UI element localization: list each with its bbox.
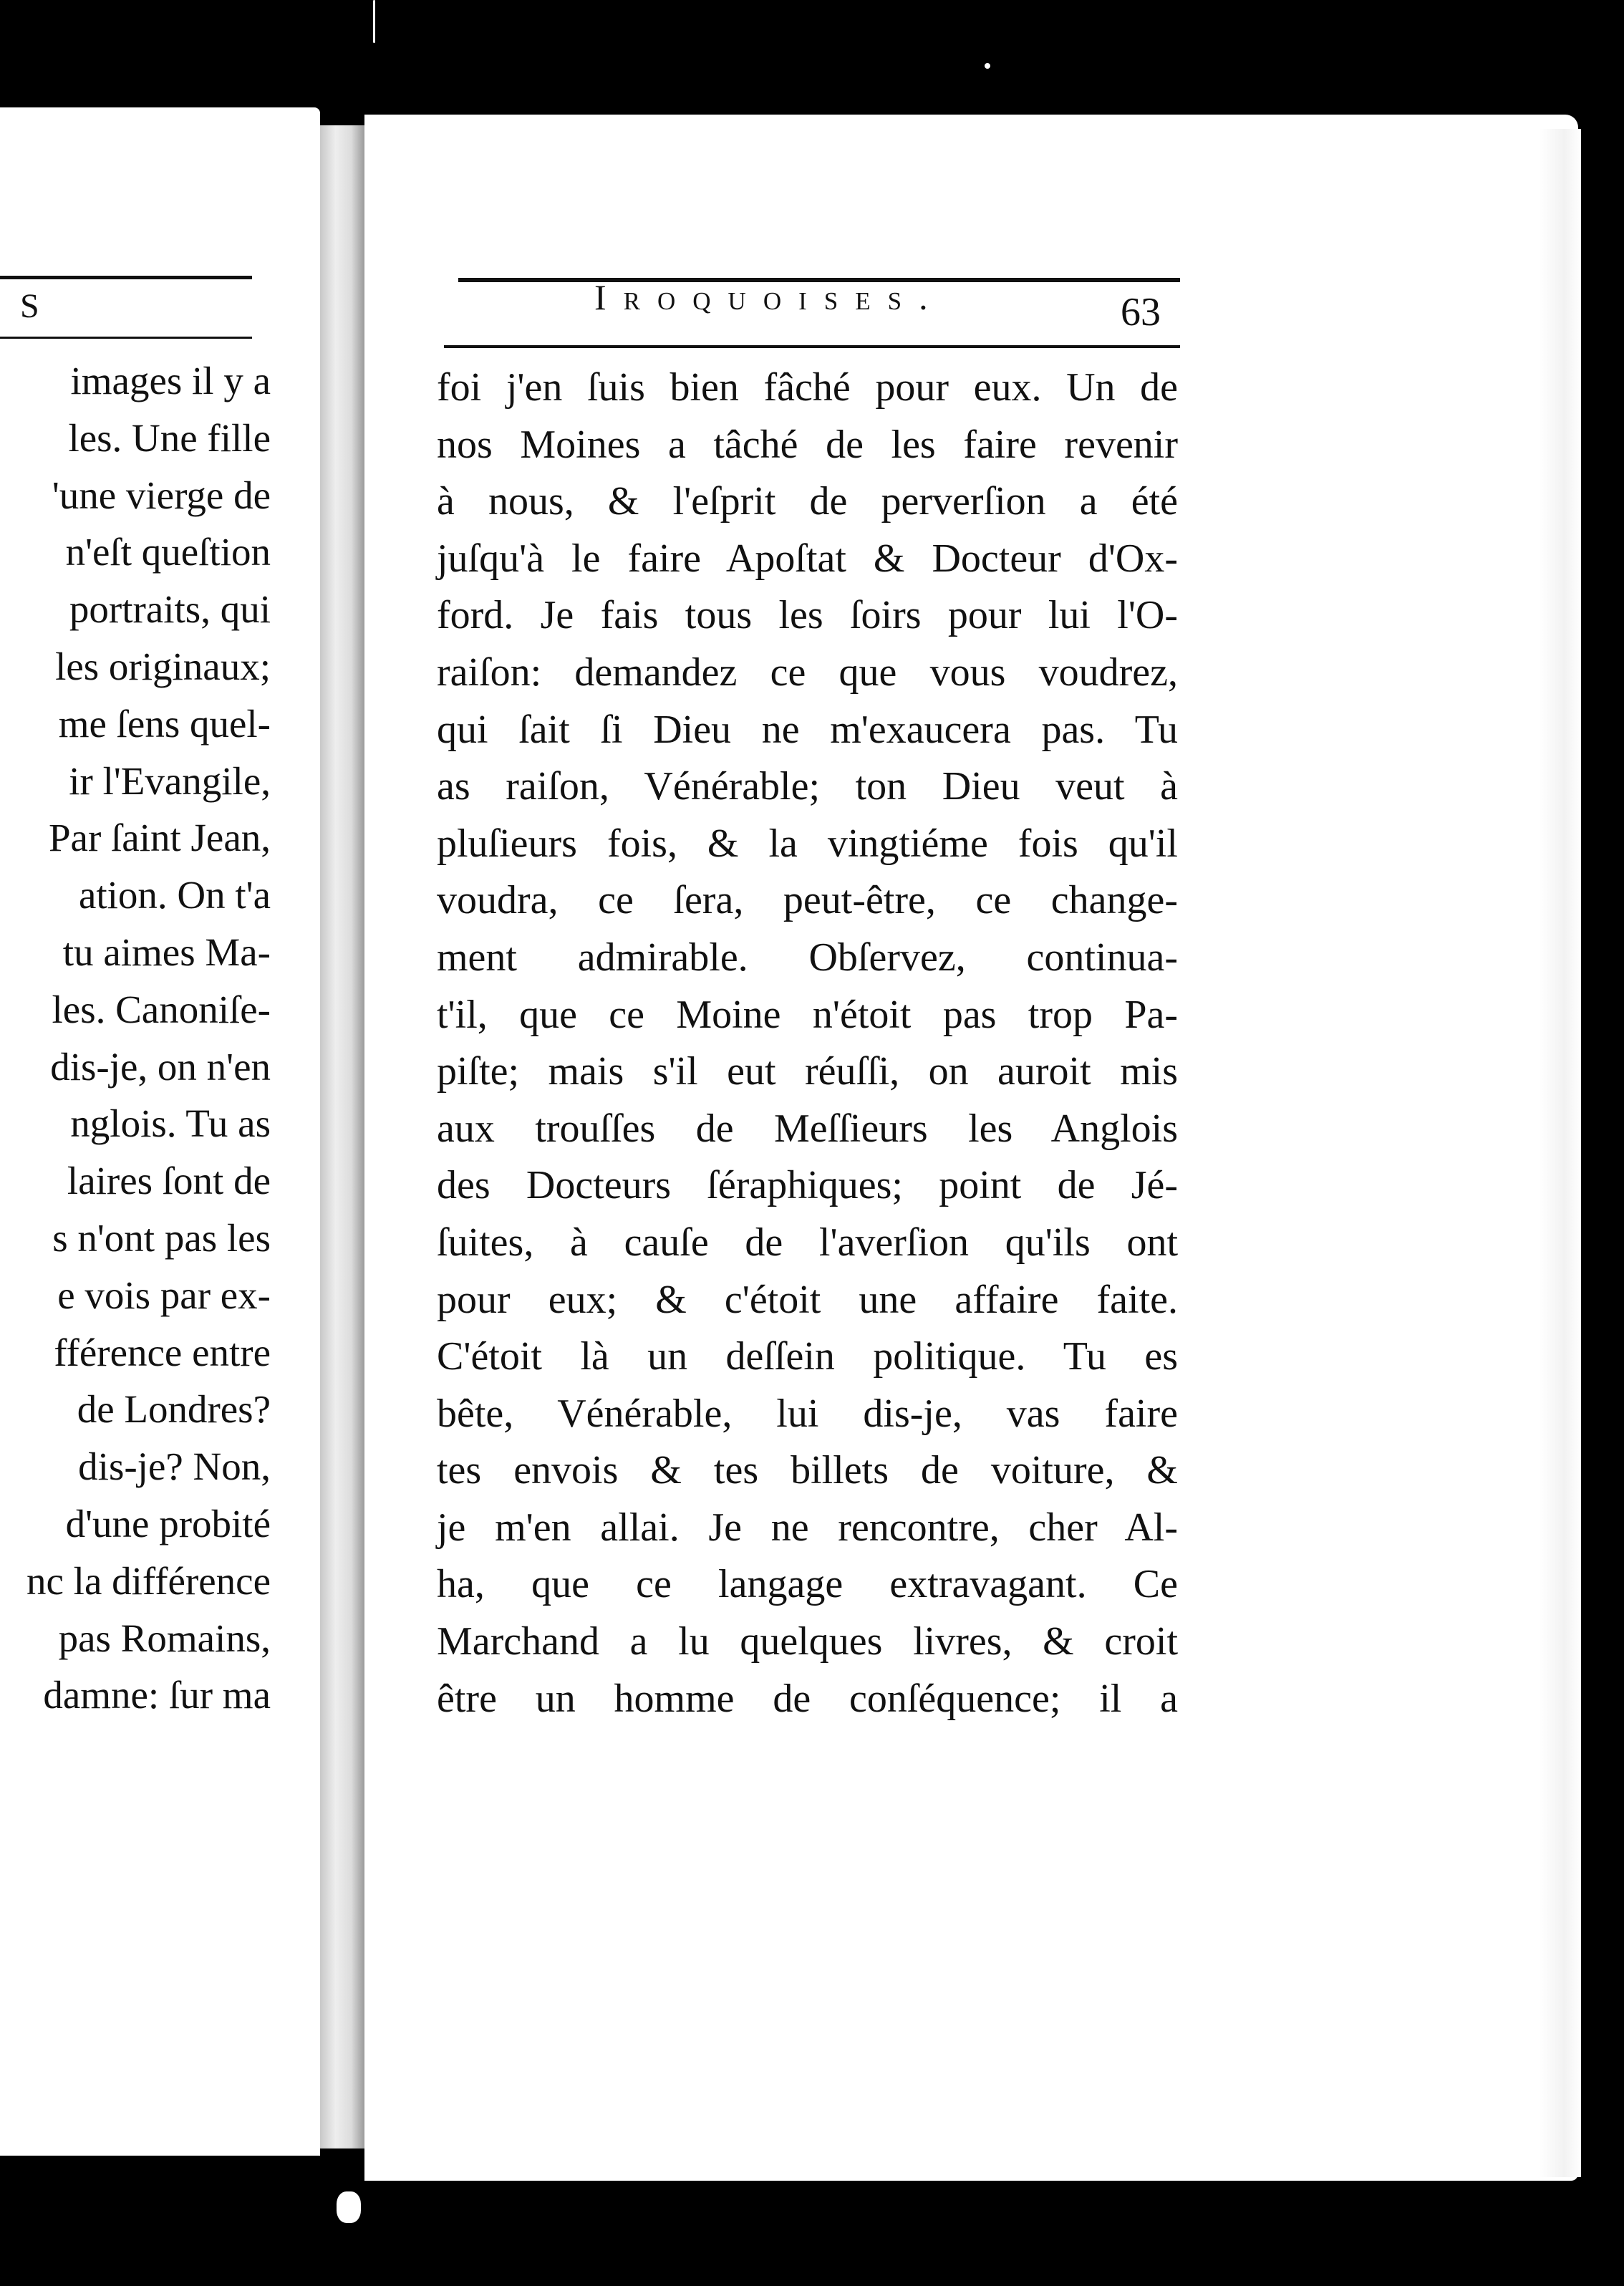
text-line: ha, que ce langage extravagant. Ce <box>437 1562 1178 1607</box>
text-line: je m'en allai. Je ne rencontre, cher Al- <box>437 1505 1178 1550</box>
text-line: ſuites, à cauſe de l'averſion qu'ils ont <box>437 1220 1178 1265</box>
left-text-line: 'une vierge de <box>52 473 271 517</box>
scan-speck <box>337 2191 361 2223</box>
header-rule-bottom <box>444 345 1180 348</box>
text-line: qui ſait ſi Dieu ne m'exaucera pas. Tu <box>437 707 1178 752</box>
left-text-line: me ſens quel- <box>58 701 271 746</box>
left-text-block <box>0 352 271 1724</box>
left-text-line: e vois par ex- <box>57 1273 271 1317</box>
text-line: C'étoit là un deſſein politique. Tu es <box>437 1334 1178 1379</box>
left-text-line: d'une probité <box>65 1501 271 1545</box>
text-line: as raiſon, Vénérable; ton Dieu veut à <box>437 764 1178 809</box>
scan-speck <box>985 63 990 69</box>
text-line: foi j'en ſuis bien fâché pour eux. Un de <box>437 365 1178 410</box>
text-line: nos Moines a tâché de les faire revenir <box>437 422 1178 467</box>
text-line: à nous, & l'eſprit de perverſion a été <box>437 479 1178 524</box>
left-text-line: de Londres? <box>77 1387 271 1432</box>
left-text-line: nglois. Tu as <box>70 1101 271 1146</box>
text-line: bête, Vénérable, lui dis-je, vas faire <box>437 1391 1178 1436</box>
text-line: t'il, que ce Moine n'étoit pas trop Pa- <box>437 992 1178 1037</box>
left-text-line: ation. On t'a <box>78 873 271 917</box>
left-text-line: les. Une fille <box>68 415 271 460</box>
left-text-line: portraits, qui <box>69 587 271 632</box>
page-edge <box>1540 129 1581 2177</box>
left-text-line: les. Canoniſe- <box>52 987 271 1031</box>
left-running-head: S <box>20 287 42 325</box>
text-line: pour eux; & c'étoit une affaire faite. <box>437 1277 1178 1322</box>
left-header-rule-bottom <box>0 337 252 339</box>
text-line: raiſon: demandez ce que vous voudrez, <box>437 650 1178 695</box>
book-gutter <box>320 125 364 2148</box>
running-head: Iroquoises. <box>594 277 945 317</box>
text-line: piſte; mais s'il eut réuſſi, on auroit mis <box>437 1049 1178 1094</box>
text-line: ment admirable. Obſervez, continua- <box>437 935 1178 980</box>
text-line: aux trouſſes de Meſſieurs les Anglois <box>437 1106 1178 1151</box>
left-text-line: tu aimes Ma- <box>62 930 271 974</box>
text-line: voudra, ce ſera, peut-être, ce change- <box>437 878 1178 923</box>
left-text-line: dis-je, on n'en <box>50 1044 271 1089</box>
left-text-line: pas Romains, <box>58 1616 271 1660</box>
text-line: tes envois & tes billets de voiture, & <box>437 1448 1178 1493</box>
left-text-line: fférence entre <box>54 1330 271 1374</box>
left-text-line: n'eſt queſtion <box>65 530 271 574</box>
text-line: Marchand a lu quelques livres, & croit <box>437 1619 1178 1664</box>
left-text-line: les originaux; <box>55 644 271 688</box>
left-text-line: nc la différence <box>26 1558 271 1603</box>
scan-speck <box>373 0 375 43</box>
left-text-line: laires ſont de <box>67 1159 271 1203</box>
page-number: 63 <box>1121 290 1161 334</box>
left-text-line: s n'ont pas les <box>52 1215 271 1260</box>
left-text-line: dis-je? Non, <box>78 1445 271 1489</box>
left-text-line: Par ſaint Jean, <box>48 816 271 860</box>
left-text-line: images il y a <box>70 359 271 402</box>
text-line: juſqu'à le faire Apoſtat & Docteur d'Ox- <box>437 536 1178 581</box>
text-line: ford. Je fais tous les ſoirs pour lui l'O- <box>437 593 1178 638</box>
page-header <box>594 276 1174 334</box>
left-text-line: ir l'Evangile, <box>69 758 271 803</box>
body-text <box>437 360 1178 1727</box>
text-line: pluſieurs fois, & la vingtiéme fois qu'il <box>437 821 1178 866</box>
text-line: des Docteurs ſéraphiques; point de Jé- <box>437 1163 1178 1208</box>
left-header-rule <box>0 276 252 279</box>
left-text-line: damne: ſur ma <box>43 1673 271 1717</box>
text-line: être un homme de conſéquence; il a <box>437 1676 1178 1721</box>
